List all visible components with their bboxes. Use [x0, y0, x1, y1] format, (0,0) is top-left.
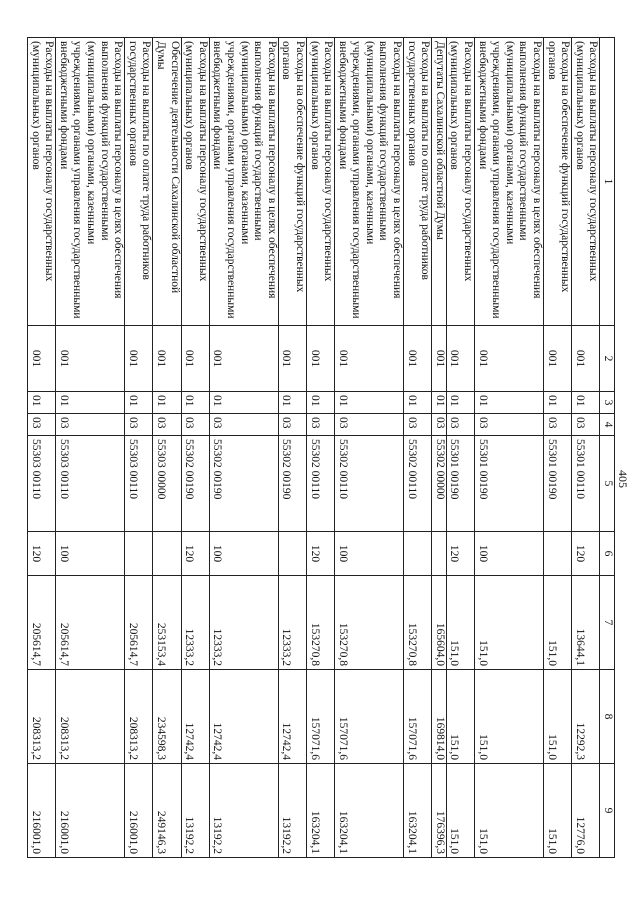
amount-year-2: 157071,6 [404, 670, 432, 764]
page-number: 405 [616, 470, 630, 488]
target-article-code: 55301 00190 [446, 436, 474, 532]
section-code: 01 [572, 392, 600, 414]
expense-type-code: 100 [56, 532, 125, 576]
subsection-code: 03 [475, 414, 544, 436]
section-code: 01 [153, 392, 181, 414]
expense-type-code [432, 532, 447, 576]
table-row [335, 38, 404, 858]
table-row [181, 38, 209, 858]
target-article-code: 55302 00110 [335, 436, 404, 532]
expense-name: Расходы на обеспечение функций государственных органов [278, 38, 306, 326]
ministry-code: 001 [278, 326, 306, 392]
amount-year-3: 13192,2 [181, 764, 209, 858]
subsection-code: 03 [404, 414, 432, 436]
amount-year-3: 176396,3 [432, 764, 447, 858]
amount-year-2: 12742,4 [181, 670, 209, 764]
amount-year-2: 234598,3 [153, 670, 181, 764]
target-article-code: 55303 00000 [153, 436, 181, 532]
subsection-code: 03 [153, 414, 181, 436]
section-code: 01 [446, 392, 474, 414]
table-row [278, 38, 306, 858]
expense-type-code [278, 532, 306, 576]
ministry-code: 001 [306, 326, 334, 392]
target-article-code: 55302 00190 [278, 436, 306, 532]
section-code: 01 [306, 392, 334, 414]
target-article-code: 55303 00110 [125, 436, 153, 532]
table-row [28, 38, 56, 858]
amount-year-2: 157071,6 [306, 670, 334, 764]
section-code: 01 [278, 392, 306, 414]
ministry-code: 001 [56, 326, 125, 392]
amount-year-1: 205614,7 [56, 576, 125, 670]
amount-year-1: 205614,7 [125, 576, 153, 670]
table-row [404, 38, 432, 858]
expense-type-code: 120 [572, 532, 600, 576]
subsection-code: 03 [544, 414, 572, 436]
amount-year-2: 151,0 [446, 670, 474, 764]
amount-year-1: 153270,8 [306, 576, 334, 670]
amount-year-2: 208313,2 [125, 670, 153, 764]
expense-name: Расходы на выплаты персоналу государственных (муниципальных) органов [446, 38, 474, 326]
amount-year-1: 165604,0 [432, 576, 447, 670]
target-article-code: 55303 00110 [28, 436, 56, 532]
amount-year-2: 151,0 [475, 670, 544, 764]
target-article-code: 55302 00000 [432, 436, 447, 532]
column-header-6: 6 [600, 532, 615, 576]
expense-type-code [125, 532, 153, 576]
expense-name: Расходы на выплаты персоналу государственных (муниципальных) органов [572, 38, 600, 326]
table-body [28, 38, 600, 858]
amount-year-2: 208313,2 [28, 670, 56, 764]
table-row [572, 38, 600, 858]
subsection-code: 03 [572, 414, 600, 436]
expense-name: Депутаты Сахалинской областной Думы [432, 38, 447, 326]
expense-name: Расходы на выплаты персоналу государственных (муниципальных) органов [28, 38, 56, 326]
expense-type-code [404, 532, 432, 576]
subsection-code: 03 [306, 414, 334, 436]
expense-type-code: 100 [335, 532, 404, 576]
amount-year-2: 12742,4 [209, 670, 278, 764]
amount-year-2: 157071,6 [335, 670, 404, 764]
budget-table [27, 37, 615, 858]
expense-name: Расходы на выплаты персоналу государственных (муниципальных) органов [181, 38, 209, 326]
expense-type-code: 120 [306, 532, 334, 576]
ministry-code: 001 [432, 326, 447, 392]
section-code: 01 [209, 392, 278, 414]
amount-year-3: 13192,2 [278, 764, 306, 858]
expense-type-code: 100 [209, 532, 278, 576]
amount-year-1: 253153,4 [153, 576, 181, 670]
expense-type-code [153, 532, 181, 576]
amount-year-3: 216001,0 [125, 764, 153, 858]
amount-year-1: 12333,2 [181, 576, 209, 670]
subsection-code: 03 [125, 414, 153, 436]
section-code: 01 [28, 392, 56, 414]
subsection-code: 03 [446, 414, 474, 436]
amount-year-1: 12333,2 [278, 576, 306, 670]
amount-year-3: 216001,0 [28, 764, 56, 858]
expense-type-code: 120 [181, 532, 209, 576]
expense-name: Расходы на выплаты по оплате труда работников государственных органов [404, 38, 432, 326]
target-article-code: 55302 00190 [209, 436, 278, 532]
amount-year-3: 163204,1 [306, 764, 334, 858]
column-header-3: 3 [600, 392, 615, 414]
expense-type-code: 120 [446, 532, 474, 576]
target-article-code: 55302 00110 [404, 436, 432, 532]
ministry-code: 001 [572, 326, 600, 392]
ministry-code: 001 [209, 326, 278, 392]
column-header-2: 2 [600, 326, 615, 392]
section-code: 01 [125, 392, 153, 414]
expense-name: Расходы на выплаты по оплате труда работников государственных органов [125, 38, 153, 326]
expense-name: Обеспечение деятельности Сахалинской областной Думы [153, 38, 181, 326]
amount-year-3: 163204,1 [335, 764, 404, 858]
expense-name: Расходы на выплаты персоналу в целях обеспечения выполнения функций государственными (муниципальными) органами, казенными учреждениями, органами управления государственными внебюджетными фондами [56, 38, 125, 326]
amount-year-1: 151,0 [475, 576, 544, 670]
column-header-8: 8 [600, 670, 615, 764]
table-row [56, 38, 125, 858]
table-header-row [600, 38, 615, 858]
amount-year-3: 13192,2 [209, 764, 278, 858]
table-row [475, 38, 544, 858]
subsection-code: 03 [209, 414, 278, 436]
amount-year-2: 12742,4 [278, 670, 306, 764]
amount-year-3: 12776,0 [572, 764, 600, 858]
amount-year-1: 153270,8 [335, 576, 404, 670]
section-code: 01 [544, 392, 572, 414]
table-row [544, 38, 572, 858]
expense-name: Расходы на выплаты персоналу в целях обеспечения выполнения функций государственными (муниципальными) органами, казенными учреждениями, органами управления государственными внебюджетными фондами [209, 38, 278, 326]
table-row [432, 38, 447, 858]
column-header-4: 4 [600, 414, 615, 436]
target-article-code: 55301 00190 [544, 436, 572, 532]
amount-year-3: 151,0 [544, 764, 572, 858]
amount-year-2: 151,0 [544, 670, 572, 764]
section-code: 01 [335, 392, 404, 414]
amount-year-3: 249146,3 [153, 764, 181, 858]
amount-year-3: 151,0 [475, 764, 544, 858]
target-article-code: 55302 00110 [306, 436, 334, 532]
target-article-code: 55303 00110 [56, 436, 125, 532]
ministry-code: 001 [404, 326, 432, 392]
ministry-code: 001 [28, 326, 56, 392]
table-row [446, 38, 474, 858]
expense-name: Расходы на выплаты персоналу в целях обеспечения выполнения функций государственными (муниципальными) органами, казенными учреждениями, органами управления государственными внебюджетными фондами [335, 38, 404, 326]
subsection-code: 03 [56, 414, 125, 436]
column-header-5: 5 [600, 436, 615, 532]
section-code: 01 [475, 392, 544, 414]
ministry-code: 001 [125, 326, 153, 392]
expense-type-code: 120 [28, 532, 56, 576]
amount-year-1: 153270,8 [404, 576, 432, 670]
expense-type-code [544, 532, 572, 576]
amount-year-1: 13644,1 [572, 576, 600, 670]
ministry-code: 001 [181, 326, 209, 392]
section-code: 01 [404, 392, 432, 414]
ministry-code: 001 [544, 326, 572, 392]
ministry-code: 001 [153, 326, 181, 392]
ministry-code: 001 [335, 326, 404, 392]
target-article-code: 55301 00110 [572, 436, 600, 532]
section-code: 01 [432, 392, 447, 414]
target-article-code: 55301 00190 [475, 436, 544, 532]
amount-year-1: 205614,7 [28, 576, 56, 670]
subsection-code: 03 [432, 414, 447, 436]
amount-year-2: 12292,3 [572, 670, 600, 764]
subsection-code: 03 [335, 414, 404, 436]
section-code: 01 [181, 392, 209, 414]
expense-name: Расходы на выплаты персоналу в целях обеспечения выполнения функций государственными (муниципальными) органами, казенными учреждениями, органами управления государственными внебюджетными фондами [475, 38, 544, 326]
expense-name: Расходы на выплаты персоналу государственных (муниципальных) органов [306, 38, 334, 326]
target-article-code: 55302 00190 [181, 436, 209, 532]
table-row [125, 38, 153, 858]
amount-year-3: 163204,1 [404, 764, 432, 858]
column-header-7: 7 [600, 576, 615, 670]
amount-year-1: 151,0 [544, 576, 572, 670]
ministry-code: 001 [446, 326, 474, 392]
subsection-code: 03 [181, 414, 209, 436]
subsection-code: 03 [28, 414, 56, 436]
amount-year-2: 208313,2 [56, 670, 125, 764]
table-row [153, 38, 181, 858]
expense-name: Расходы на обеспечение функций государственных органов [544, 38, 572, 326]
ministry-code: 001 [475, 326, 544, 392]
amount-year-1: 151,0 [446, 576, 474, 670]
amount-year-3: 216001,0 [56, 764, 125, 858]
expense-type-code: 100 [475, 532, 544, 576]
section-code: 01 [56, 392, 125, 414]
column-header-1: 1 [600, 38, 615, 326]
subsection-code: 03 [278, 414, 306, 436]
amount-year-2: 169814,0 [432, 670, 447, 764]
amount-year-1: 12333,2 [209, 576, 278, 670]
table-row [209, 38, 278, 858]
column-header-9: 9 [600, 764, 615, 858]
amount-year-3: 151,0 [446, 764, 474, 858]
table-row [306, 38, 334, 858]
